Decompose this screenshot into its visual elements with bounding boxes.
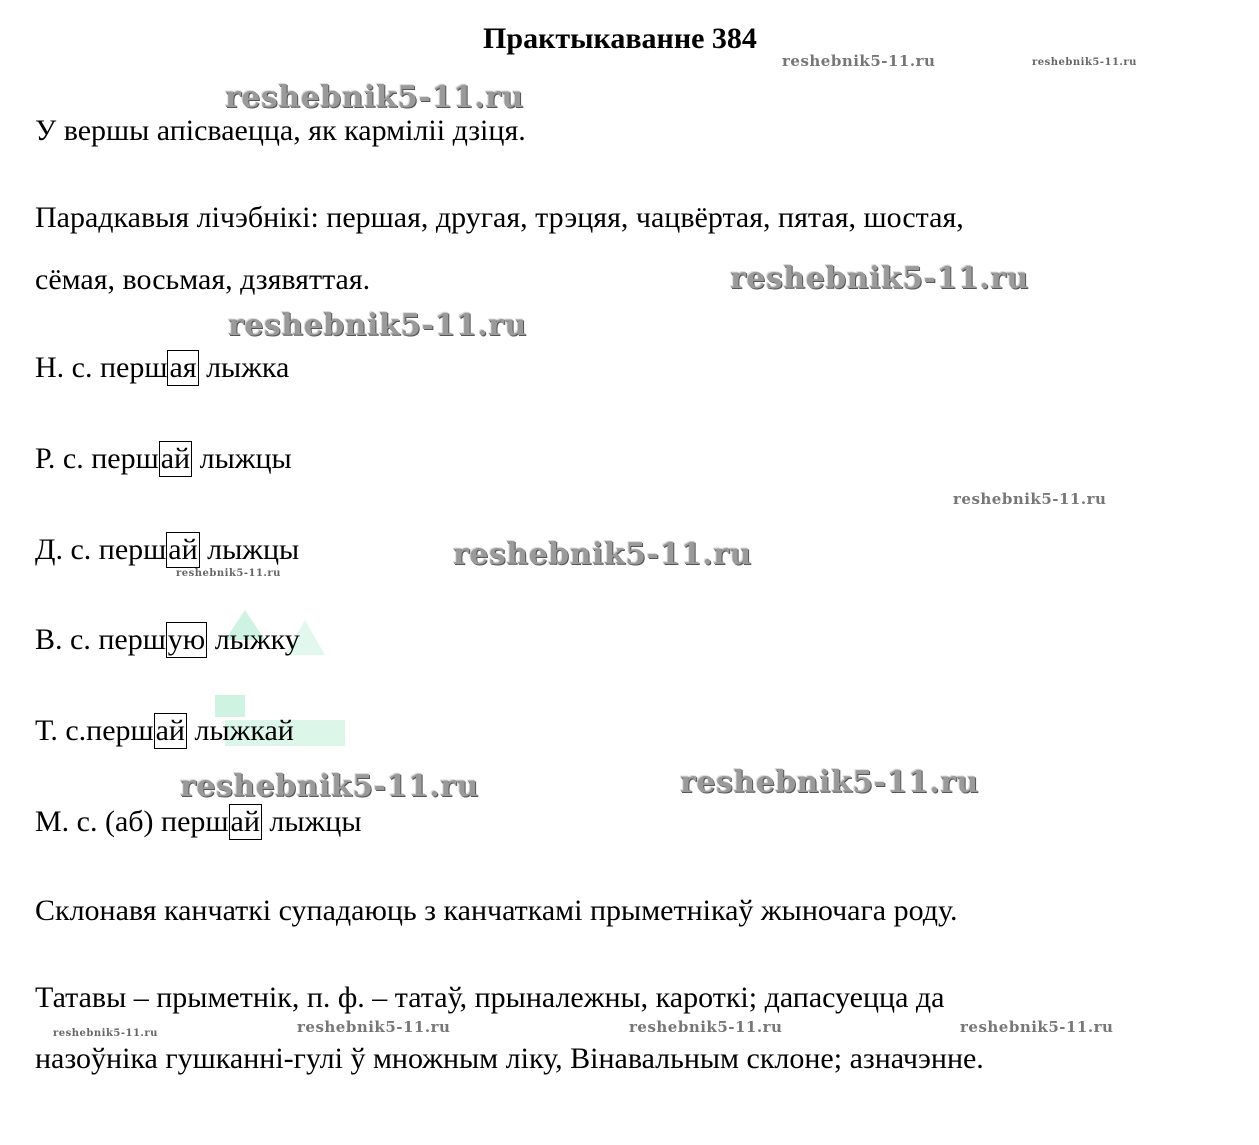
case-row-dative xyxy=(35,532,299,568)
case-prefix: Р. с. перш xyxy=(35,442,159,475)
case-ending-box: ай xyxy=(168,533,198,566)
intro-text: У вершы апісваецца, як карміліі дзіця. xyxy=(35,114,526,147)
case-suffix: лыжцы xyxy=(261,805,362,838)
case-ending-box: ай xyxy=(160,442,191,475)
analysis-line-1: Татавы – прыметнік, п. ф. – татаў, прыналежны, кароткі; дапасуецца да xyxy=(35,981,945,1014)
case-row-nominative xyxy=(35,350,289,386)
case-prefix: М. с. (аб) перш xyxy=(35,805,229,838)
case-suffix: лыжцы xyxy=(192,442,292,475)
watermark: reshebnik5-11.ru xyxy=(629,1018,783,1036)
case-ending-box: ай xyxy=(230,805,260,838)
watermark: reshebnik5-11.ru xyxy=(180,769,479,804)
watermark: reshebnik5-11.ru xyxy=(228,308,527,343)
watermark: reshebnik5-11.ru xyxy=(1032,57,1137,68)
case-ending-box: ую xyxy=(167,623,206,656)
case-row-instrumental xyxy=(35,713,294,749)
watermark: reshebnik5-11.ru xyxy=(960,1018,1114,1036)
watermark: reshebnik5-11.ru xyxy=(953,490,1107,508)
case-row-locative xyxy=(35,804,361,840)
case-row-genitive xyxy=(35,441,292,477)
conclusion-text: Склонавя канчаткі супадаюць з канчаткамі прыметнікаў жыночага роду. xyxy=(35,894,958,927)
ordinals-line-1: Парадкавыя лічэбнікі: першая, другая, трэцяя, чацвёртая, пятая, шостая, xyxy=(35,201,964,234)
case-row-accusative xyxy=(35,622,300,658)
watermark: reshebnik5-11.ru xyxy=(453,537,752,572)
case-suffix: лыжцы xyxy=(199,533,300,566)
case-prefix: Т. с.перш xyxy=(35,714,154,747)
watermark: reshebnik5-11.ru xyxy=(782,52,936,70)
watermark: reshebnik5-11.ru xyxy=(176,568,281,579)
case-prefix: Н. с. перш xyxy=(35,351,168,384)
watermark: reshebnik5-11.ru xyxy=(730,261,1029,296)
case-ending-box: ай xyxy=(155,714,185,747)
watermark: reshebnik5-11.ru xyxy=(53,1028,158,1039)
case-suffix: лыжкай xyxy=(186,714,294,747)
case-prefix: Д. с. перш xyxy=(35,533,167,566)
case-suffix: лыжку xyxy=(207,623,300,656)
watermark: reshebnik5-11.ru xyxy=(680,765,979,800)
watermark: reshebnik5-11.ru xyxy=(225,80,524,115)
page-title: Практыкаванне 384 xyxy=(483,22,757,55)
watermark: reshebnik5-11.ru xyxy=(297,1018,451,1036)
analysis-line-2: назоўніка гушканні-гулі ў множным ліку, Вінавальным склоне; азначэнне. xyxy=(35,1042,984,1075)
case-ending-box: ая xyxy=(169,351,197,384)
case-prefix: В. с. перш xyxy=(35,623,166,656)
case-suffix: лыжка xyxy=(198,351,290,384)
ordinals-line-2: сёмая, восьмая, дзявяттая. xyxy=(35,263,371,296)
